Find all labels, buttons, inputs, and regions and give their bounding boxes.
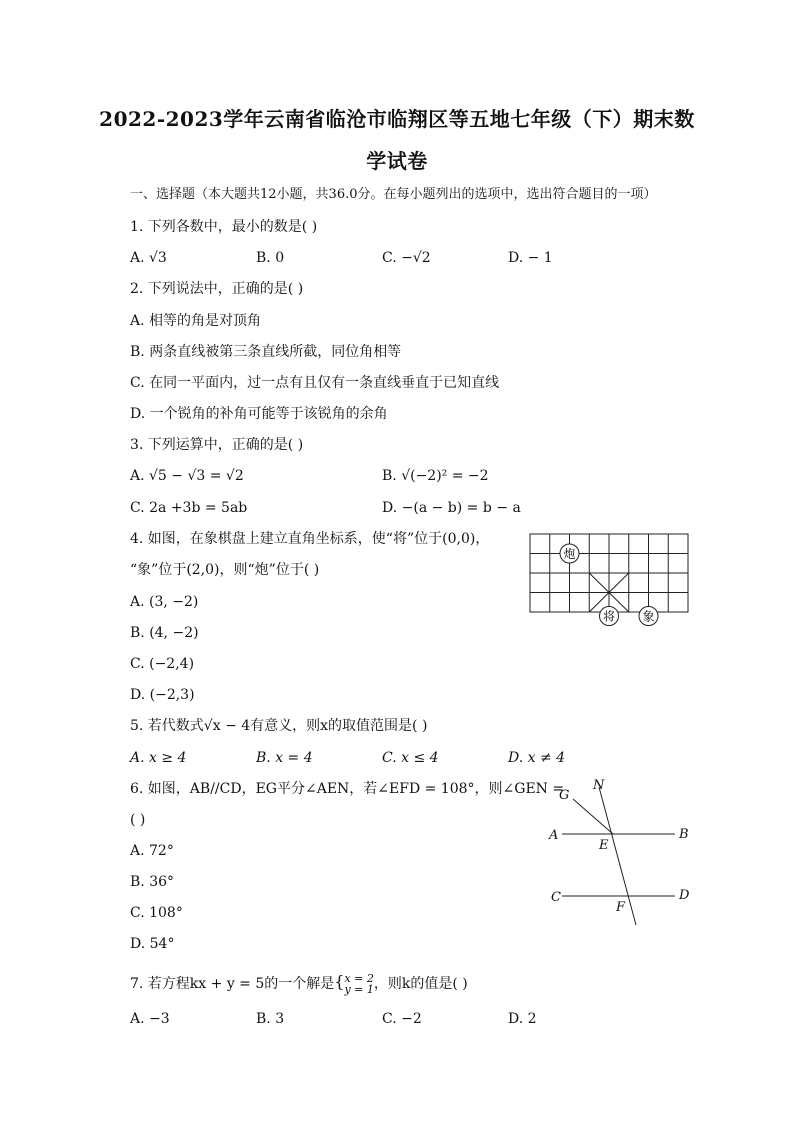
- q6-option-b: B. 36°: [130, 874, 175, 890]
- q4-option-c: C. (−2,4): [130, 656, 195, 672]
- question-6-stem-line1: 6. 如图，AB//CD，EG平分∠AEN，若∠EFD = 108°，则∠GEN =: [130, 781, 565, 797]
- q7-option-b: B. 3: [256, 1011, 285, 1027]
- question-1-stem: 1. 下列各数中，最小的数是( ): [130, 219, 318, 235]
- label-n: N: [593, 778, 605, 793]
- xiang-label: 象: [642, 609, 655, 624]
- q7-stem-pre: 7. 若方程kx + y = 5的一个解是: [130, 976, 335, 992]
- q7-option-a: A. −3: [130, 1011, 170, 1027]
- q6-option-a: A. 72°: [130, 843, 174, 859]
- q7-option-d: D. 2: [508, 1011, 537, 1027]
- system-line-2: y = 1: [344, 983, 374, 996]
- jiang-label: 将: [602, 609, 616, 624]
- q1-option-c: C. −√2: [382, 250, 431, 266]
- q5-option-b: B. x = 4: [256, 750, 313, 766]
- q7-option-c: C. −2: [382, 1011, 422, 1027]
- system-line-1: x = 2: [344, 972, 374, 985]
- q2-option-c: C. 在同一平面内，过一点有且仅有一条直线垂直于已知直线: [130, 375, 500, 391]
- question-4-stem-line1: 4. 如图，在象棋盘上建立直角坐标系，使“将”位于(0,0)，: [130, 531, 490, 547]
- q5-option-a: A. x ≥ 4: [130, 750, 187, 766]
- q7-stem-post: ，则k的值是( ): [373, 976, 468, 992]
- pao-label: 炮: [563, 547, 576, 561]
- q4-option-a: A. (3, −2): [130, 594, 199, 610]
- q3-option-c: C. 2a +3b = 5ab: [130, 500, 248, 516]
- q3-option-d: D. −(a − b) = b − a: [382, 500, 521, 516]
- chessboard-figure: [526, 530, 692, 630]
- label-b: B: [679, 827, 689, 842]
- question-4-stem-line2: “象”位于(2,0)，则“炮”位于( ): [130, 562, 320, 578]
- label-g: G: [559, 788, 570, 803]
- label-f: F: [616, 900, 626, 915]
- q4-option-d: D. (−2,3): [130, 687, 195, 703]
- pao-piece: [560, 544, 579, 563]
- question-7-stem: [130, 973, 468, 995]
- q1-option-b: B. 0: [256, 250, 285, 266]
- label-d: D: [679, 888, 690, 903]
- section-heading: 一、选择题（本大题共12小题，共36.0分。在每小题列出的选项中，选出符合题目的一项）: [130, 187, 657, 202]
- q3-option-b: B. √(−2)² = −2: [382, 468, 489, 484]
- system-brace: {: [334, 972, 345, 991]
- question-3-stem: 3. 下列运算中，正确的是( ): [130, 437, 304, 453]
- label-c: C: [551, 890, 561, 905]
- question-6-stem-line2: ( ): [130, 812, 146, 828]
- q2-option-d: D. 一个锐角的补角可能等于该锐角的余角: [130, 406, 388, 422]
- q3-option-a: A. √5 − √3 = √2: [130, 468, 244, 484]
- xiang-piece: [639, 607, 658, 626]
- q2-option-a: A. 相等的角是对顶角: [130, 313, 262, 329]
- equation-system: [344, 973, 373, 995]
- parallel-lines-figure: [540, 775, 700, 930]
- q1-option-a: A. √3: [130, 250, 167, 266]
- q6-option-c: C. 108°: [130, 905, 183, 921]
- question-2-stem: 2. 下列说法中，正确的是( ): [130, 281, 304, 297]
- exam-title-line2: 学试卷: [366, 149, 428, 173]
- q6-option-d: D. 54°: [130, 936, 175, 952]
- label-e: E: [599, 838, 609, 853]
- q4-option-b: B. (4, −2): [130, 625, 199, 641]
- exam-title-line1: 2022-2023学年云南省临沧市临翔区等五地七年级（下）期末数: [99, 107, 695, 131]
- question-5-stem: 5. 若代数式√x − 4有意义，则x的取值范围是( ): [130, 718, 428, 734]
- q1-option-d: D. − 1: [508, 250, 553, 266]
- jiang-piece: [600, 607, 619, 626]
- q5-option-c: C. x ≤ 4: [382, 750, 439, 766]
- label-a: A: [549, 828, 559, 843]
- q5-option-d: D. x ≠ 4: [508, 750, 566, 766]
- q2-option-b: B. 两条直线被第三条直线所截，同位角相等: [130, 344, 402, 360]
